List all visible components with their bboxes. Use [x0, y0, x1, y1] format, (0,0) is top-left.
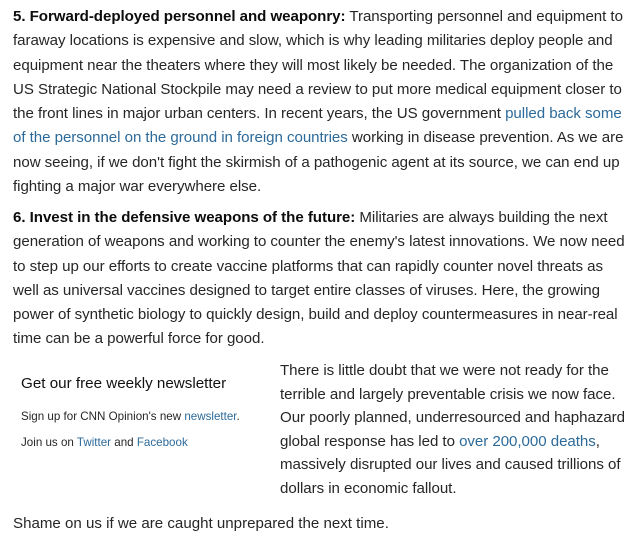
newsletter-social-line	[21, 436, 188, 449]
deaths-count-link[interactable]: over 200,000 deaths	[459, 432, 596, 450]
paragraph-preparedness	[280, 359, 632, 501]
point-5-text-after-link: working in disease prevention. As we are now seeing, if we don't fight the skirmish of a pathogenic agent at its source, we can end up fighting a major war everywhere else.	[13, 129, 624, 196]
point-5-text-before-link: Transporting personnel and equipment to faraway locations is expensive and slow, which is why leading militaries deploy people and equipment near the theaters where they will most likely be needed. The organization of the US Strategic National Stockpile may need a review to put more medical equipment closer to the front lines in major urban centers. In recent years, the US government	[13, 8, 623, 123]
paragraph-point-5	[13, 5, 631, 199]
preparedness-text-before-link: There is little doubt that we were not ready for the terrible and largely preventable crisis we now face. Our poorly planned, underresourced and haphazard global response has led to	[280, 362, 625, 450]
newsletter-signup-line	[21, 410, 240, 423]
newsletter-title: Get our free weekly newsletter	[21, 375, 227, 392]
newsletter-join-and: and	[111, 436, 137, 449]
personnel-pullback-link[interactable]: pulled back some of the personnel on the ground in foreign countries	[13, 105, 622, 147]
point-6-heading: 6. Invest in the defensive weapons of the future:	[13, 209, 356, 226]
newsletter-signup-prefix: Sign up for CNN Opinion's new	[21, 410, 185, 423]
newsletter-join-prefix: Join us on	[21, 436, 77, 449]
newsletter-box	[13, 360, 259, 470]
newsletter-signup-suffix: .	[236, 410, 240, 423]
point-6-text: Militaries are always building the next generation of weapons and working to counter the enemy's latest innovations. We now need to step up our efforts to create vaccine platforms that can rapidly counter novel threats as well as universal vaccines designed to target entire classes of viruses. Here, the growing power of synthetic biology to quickly design, build and deploy countermeasures in near-real time can be a powerful force for good.	[13, 209, 625, 348]
point-5-heading: 5. Forward-deployed personnel and weaponry:	[13, 8, 346, 25]
paragraph-point-6	[13, 206, 631, 352]
closing-paragraph: Shame on us if we are caught unprepared the next time.	[13, 515, 389, 532]
twitter-link[interactable]: Twitter	[76, 436, 112, 449]
facebook-link[interactable]: Facebook	[136, 436, 188, 449]
preparedness-text-after-link: , massively disrupted our lives and caused trillions of dollars in economic fallout.	[280, 432, 621, 497]
newsletter-link[interactable]: newsletter	[184, 410, 237, 423]
